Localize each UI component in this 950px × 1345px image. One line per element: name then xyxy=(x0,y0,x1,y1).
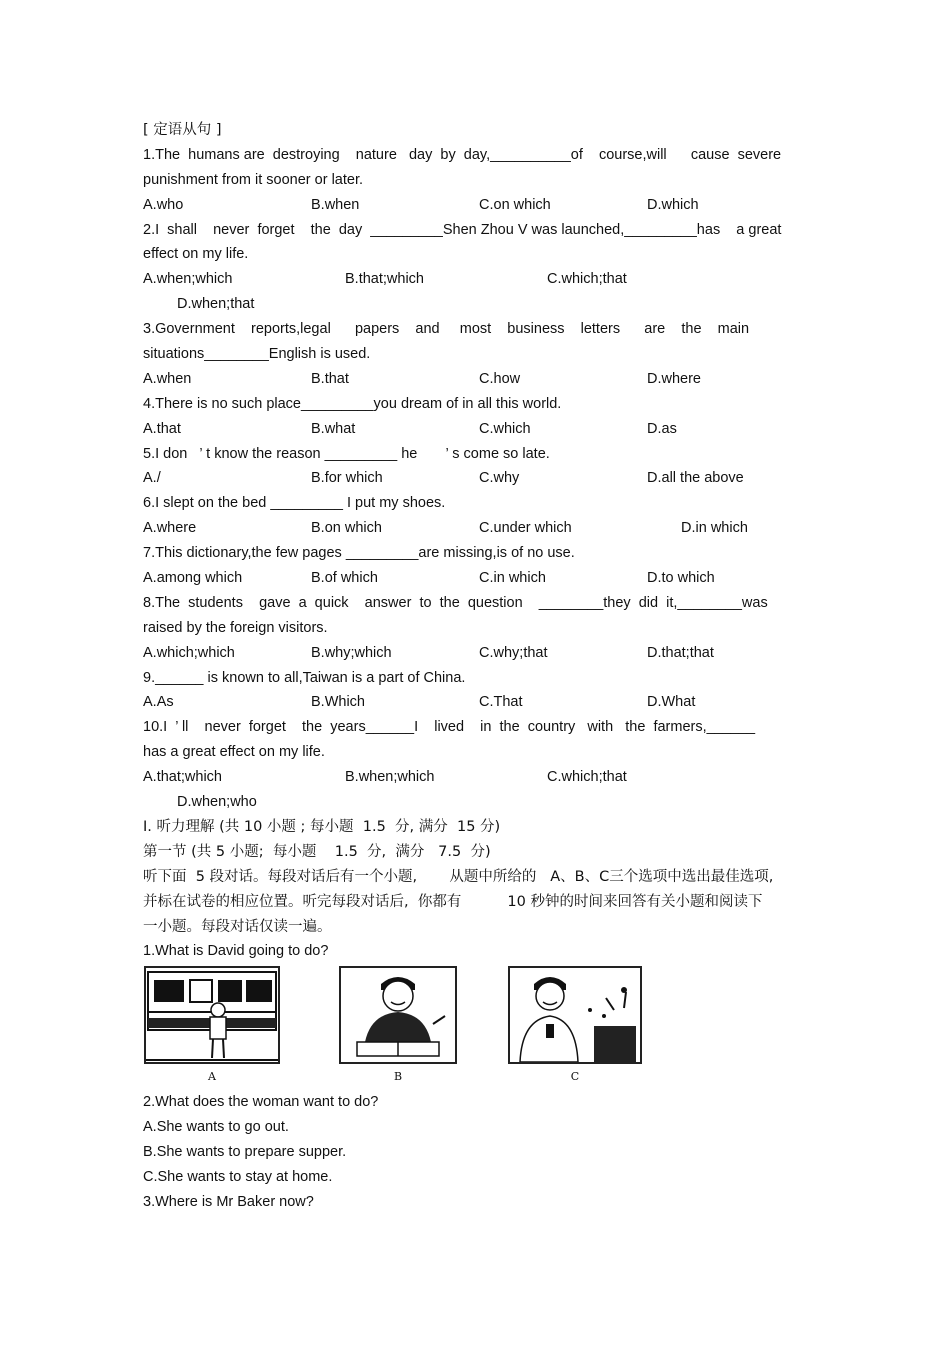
option-c: C.which;that xyxy=(547,769,627,786)
option-a: A.which;which xyxy=(143,644,235,661)
option-a: A.when;which xyxy=(143,271,233,288)
section-title: [ 定语从句 ] xyxy=(143,122,222,138)
question-5-stem: 5.I don ’ t know the reason _________ he ’ s come so late. xyxy=(143,445,550,462)
option-c: C.That xyxy=(479,694,523,711)
picture-b xyxy=(339,966,457,1083)
question-4-options xyxy=(143,417,808,442)
option-a: A.where xyxy=(143,520,197,537)
document-page xyxy=(143,118,808,1215)
option-d: D.to which xyxy=(647,570,715,587)
option-a: A.when xyxy=(143,370,192,387)
question-10-options xyxy=(143,765,808,790)
option-c: C.how xyxy=(479,370,521,387)
question-3-options xyxy=(143,367,808,392)
option-b: B.what xyxy=(311,420,356,437)
option-b: B.when;which xyxy=(345,769,435,786)
listening-instructions-3: 一小题。每段对话仅读一遍。 xyxy=(143,918,332,935)
option-d: D.where xyxy=(647,370,701,387)
question-2-stem-line2: effect on my life. xyxy=(143,246,249,263)
listening-section-1: 第一节 (共 5 小题; 每小题 1.5 分, 满分 7.5 分) xyxy=(143,843,491,860)
question-2-stem-line1: 2.I shall never forget the day _________Shen Zhou V was launched,_________has a great xyxy=(143,221,782,238)
question-10-stem-line2: has a great effect on my life. xyxy=(143,744,325,761)
option-a: A.that;which xyxy=(143,769,222,786)
question-8-options xyxy=(143,641,808,666)
question-6-stem: 6.I slept on the bed _________ I put my shoes. xyxy=(143,495,446,512)
picture-label-b: B xyxy=(393,1070,403,1084)
option-a: A.that xyxy=(143,420,181,437)
option-b: B.when xyxy=(311,196,360,213)
question-9-options xyxy=(143,690,808,715)
option-d: D.when;that xyxy=(177,296,255,313)
question-1-stem-line1: 1.The humans are destroying nature day by day,__________of course,will cause severe xyxy=(143,146,782,163)
option-d: D.when;who xyxy=(177,794,257,811)
question-2-options xyxy=(143,267,808,292)
option-c: C.which xyxy=(479,420,531,437)
question-1-options xyxy=(143,193,808,218)
option-b: B.that;which xyxy=(345,271,424,288)
question-3-stem-line1: 3.Government reports,legal papers and most business letters are the main xyxy=(143,321,750,338)
question-6-options xyxy=(143,516,808,541)
bus-boarding-illustration xyxy=(144,966,280,1064)
question-7-options xyxy=(143,566,808,591)
option-b: B.why;which xyxy=(311,644,392,661)
question-9-stem: 9.______ is known to all,Taiwan is a part of China. xyxy=(143,669,466,686)
listening-question-3: 3.Where is Mr Baker now? xyxy=(143,1193,314,1210)
option-a: A.who xyxy=(143,196,184,213)
q2-option-b: B.She wants to prepare supper. xyxy=(143,1144,347,1161)
option-d: D.which xyxy=(647,196,699,213)
option-d: D.in which xyxy=(681,520,748,537)
option-c: C.why;that xyxy=(479,644,548,661)
listening-instructions-1: 听下面 5 段对话。每段对话后有一个小题, 从题中所给的 A、B、C三个选项中选出最佳选项, xyxy=(143,868,774,885)
option-d: D.as xyxy=(647,420,677,437)
option-b: B.for which xyxy=(311,470,383,487)
boy-writing-illustration xyxy=(339,966,457,1064)
picture-options xyxy=(143,966,808,1090)
option-a: A.among which xyxy=(143,570,243,587)
picture-label-a: A xyxy=(208,1070,216,1084)
question-3-stem-line2: situations________English is used. xyxy=(143,346,371,363)
listening-question-1: 1.What is David going to do? xyxy=(143,943,329,960)
listening-question-2: 2.What does the woman want to do? xyxy=(143,1094,379,1111)
option-a: A./ xyxy=(143,470,161,487)
option-c: C.in which xyxy=(479,570,546,587)
option-c: C.under which xyxy=(479,520,572,537)
picture-a xyxy=(144,966,280,1083)
question-8-stem-line2: raised by the foreign visitors. xyxy=(143,619,328,636)
boy-with-cake-illustration xyxy=(508,966,642,1064)
option-b: B.on which xyxy=(311,520,382,537)
option-a: A.As xyxy=(143,694,174,711)
q2-option-a: A.She wants to go out. xyxy=(143,1119,289,1136)
question-1-stem-line2: punishment from it sooner or later. xyxy=(143,171,364,188)
question-4-stem: 4.There is no such place_________you dream of in all this world. xyxy=(143,395,562,412)
option-b: B.Which xyxy=(311,694,365,711)
question-10-stem-line1: 10.I ’ ll never forget the years______I lived in the country with the farmers,______ xyxy=(143,719,756,736)
option-d: D.that;that xyxy=(647,644,714,661)
picture-label-c: C xyxy=(570,1070,580,1084)
question-7-stem: 7.This dictionary,the few pages _________are missing,is of no use. xyxy=(143,545,575,562)
listening-heading: Ⅰ. 听力理解 (共 10 小题 ; 每小题 1.5 分, 满分 15 分) xyxy=(143,818,501,835)
option-d: D.What xyxy=(647,694,696,711)
picture-c xyxy=(508,966,642,1083)
option-c: C.why xyxy=(479,470,520,487)
option-c: C.on which xyxy=(479,196,551,213)
option-b: B.of which xyxy=(311,570,378,587)
listening-instructions-2: 并标在试卷的相应位置。听完每段对话后, 你都有 10 秒钟的时间来回答有关小题和阅读下 xyxy=(143,893,763,910)
q2-option-c: C.She wants to stay at home. xyxy=(143,1168,333,1185)
option-d: D.all the above xyxy=(647,470,744,487)
option-c: C.which;that xyxy=(547,271,627,288)
question-8-stem-line1: 8.The students gave a quick answer to the question ________they did it,________was xyxy=(143,594,768,611)
option-b: B.that xyxy=(311,370,349,387)
question-5-options xyxy=(143,466,808,491)
